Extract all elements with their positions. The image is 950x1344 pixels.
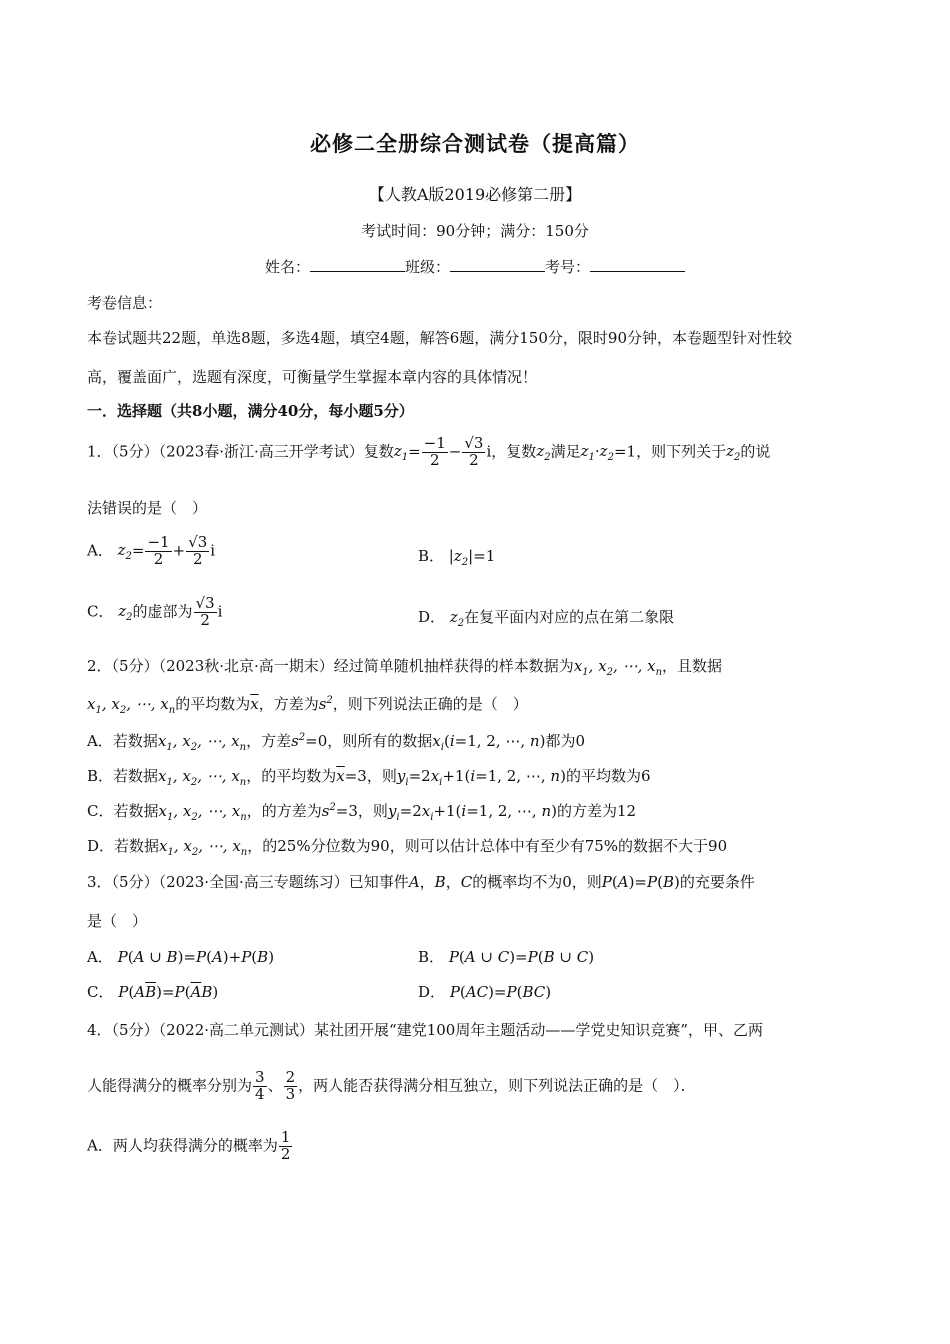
q1-stem-line2: 法错误的是（ ） (87, 499, 208, 517)
q1-option-d[interactable]: D． $z_2$在复平面内对应的点在第二象限 (418, 608, 675, 629)
q2-stem-line2: $x_1$, $x_2$, ⋯, $x_n$的平均数为$\overline{x}$，方差为$s^2$，则下列说法正确的是（ ） (87, 695, 528, 716)
q4-stem-line1: 4．（5分）（2022·高二单元测试）某社团开展“建党100周年主题活动——学党史知识竞赛”，甲、乙两 (87, 1021, 764, 1039)
q3-stem-line2: 是（ ） (87, 912, 148, 930)
q2-option-a[interactable]: A．若数据$x_1$, $x_2$, ⋯, $x_n$，方差$s^2=0$，则所有的数据$x_i(i=1$, 2, ⋯, n)都为0 (87, 732, 585, 753)
page-title: 必修二全册综合测试卷（提高篇） (310, 131, 640, 156)
q2-stem-line1: 2．（5分）（2023秋·北京·高一期末）经过简单随机抽样获得的样本数据为$x_1$, $x_2$, ⋯, $x_n$，且数据 (87, 657, 723, 678)
q3-option-d[interactable]: D． P(AC)=P(BC) (418, 983, 552, 1001)
fraction: $\frac{-1}{2}$ (423, 434, 446, 469)
q4-stem-line2: 人能得满分的概率分别为 $\frac{3}{4}$ 、 $\frac{2}{3}$ ，两人能否获得满分相互独立，则下列说法正确的是（ ）． (87, 1068, 696, 1103)
q1-option-b[interactable]: B． $|z_2|=1$ (418, 547, 496, 568)
q3-option-b[interactable]: B． P(A ∪ C)=P(B ∪ C) (418, 948, 595, 966)
id-label: 考号： (545, 258, 591, 276)
q2-option-c[interactable]: C．若数据$x_1$, $x_2$, ⋯, $x_n$，的方差为$s^2=3$，则$y_i=2x_i+1(i=1$, 2, ⋯, n)的方差为12 (87, 802, 637, 823)
fraction: $\frac{3}{4}$ (255, 1068, 265, 1103)
q2-option-d[interactable]: D．若数据$x_1$, $x_2$, ⋯, $x_n$，的25%分位数为90，则可以估计总体中有至少有75%的数据不大于90 (87, 837, 728, 858)
q3-stem-line1: 3．（5分）（2023·全国·高三专题练习）已知事件A，B，C的概率均不为0，则P(A)=P(B)的充要条件 (87, 873, 755, 891)
class-blank[interactable] (450, 257, 545, 272)
fraction: $\frac{√3}{2}$ (464, 434, 484, 469)
info-line1: 本卷试题共22题，单选8题，多选4题，填空4题，解答6题，满分150分，限时90分钟，本卷题型针对性较 (87, 329, 792, 347)
info-line2: 高，覆盖面广，选题有深度，可衡量学生掌握本章内容的具体情况！ (87, 368, 538, 386)
exam-time: 考试时间：90分钟；满分：150分 (361, 222, 589, 240)
section-heading: 一．选择题（共8小题，满分40分，每小题5分） (87, 402, 414, 420)
name-label: 姓名： (264, 258, 310, 276)
page-subtitle: 【人教A版2019必修第二册】 (368, 185, 582, 204)
class-label: 班级： (404, 258, 450, 276)
id-blank[interactable] (590, 257, 685, 272)
student-fields (0, 256, 950, 277)
fraction: $\frac{-1}{2}$ (147, 533, 170, 568)
name-blank[interactable] (310, 257, 405, 272)
q1-stem-line1: 1．（5分）（2023春·浙江·高三开学考试）复数$z_1=$ $\frac{-1}{2}$ − $\frac{√3}{2}$ i，复数$z_2$满足$z_1\cdot z_2=1$，则下列关于$z_2$的说 (87, 434, 771, 469)
q1-option-c[interactable]: C． $z_2$的虚部为 $\frac{√3}{2}$ i (87, 594, 223, 629)
q1-option-a[interactable]: A． $z_2=$ $\frac{-1}{2}$ + $\frac{√3}{2}$ i (87, 533, 216, 568)
fraction: $\frac{√3}{2}$ (195, 594, 215, 629)
fraction: $\frac{2}{3}$ (285, 1068, 296, 1103)
q2-option-b[interactable]: B．若数据$x_1$, $x_2$, ⋯, $x_n$，的平均数为$\overline{x}=3$，则$y_i=2x_i+1(i=1$, 2, ⋯, n)的平均数为6 (87, 767, 651, 788)
q4-option-a[interactable]: A．两人均获得满分的概率为 $\frac{1}{2}$ (87, 1128, 291, 1163)
fraction: $\frac{√3}{2}$ (188, 533, 208, 568)
math-z1: $z_1$ (393, 442, 409, 464)
info-heading: 考卷信息： (87, 294, 163, 312)
fraction: $\frac{1}{2}$ (280, 1128, 291, 1163)
q3-option-a[interactable]: A． P(A ∪ B)=P(A)+P(B) (87, 948, 275, 966)
q3-option-c[interactable]: C． $P(A\overline{B})=P(\overline{A}B)$ (87, 983, 219, 1001)
